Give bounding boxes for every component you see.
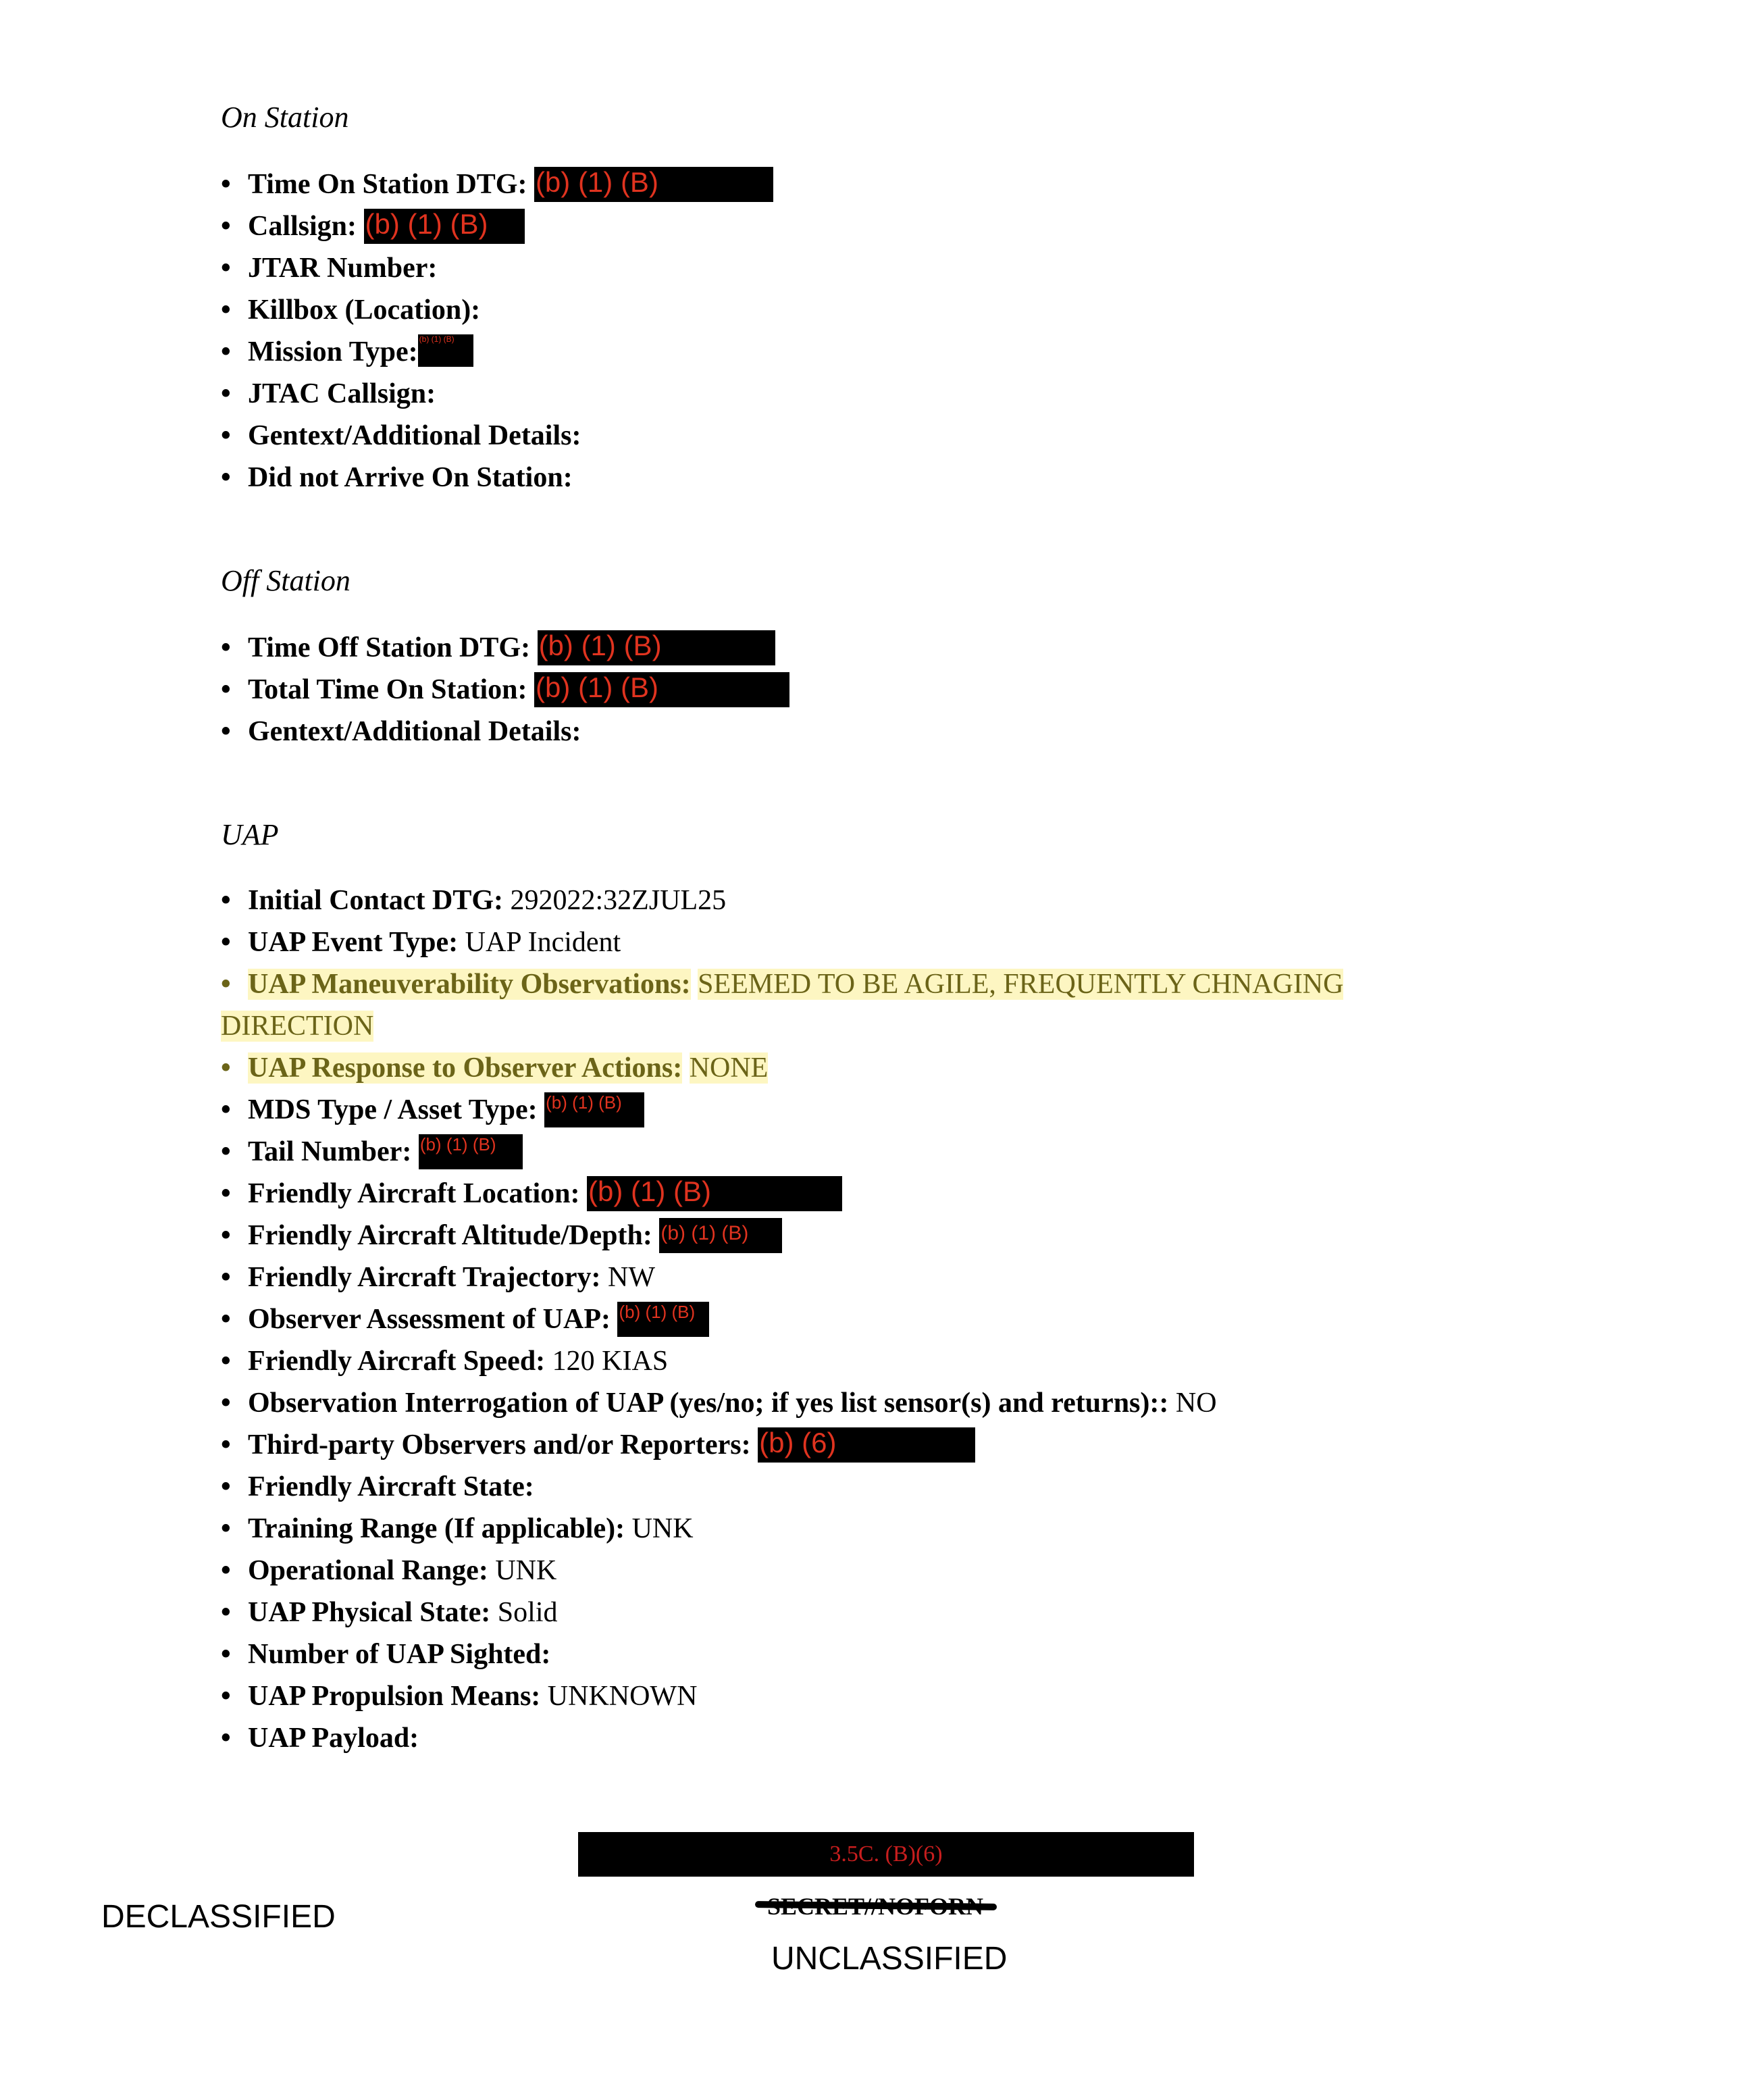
field-label: UAP Propulsion Means: bbox=[248, 1681, 541, 1712]
redaction-box: (b) (1) (B) bbox=[587, 1176, 842, 1211]
list-item bbox=[221, 415, 773, 457]
list-item bbox=[221, 1717, 1463, 1759]
field-value: SEEMED TO BE AGILE, FREQUENTLY CHNAGING bbox=[698, 969, 1344, 1000]
field-label: Gentext/Additional Details: bbox=[248, 420, 581, 451]
uap-list bbox=[221, 880, 1463, 1759]
field-label: Time On Station DTG: bbox=[248, 169, 527, 200]
list-item bbox=[221, 205, 773, 247]
redaction-box: (b) (1) (B) bbox=[418, 334, 473, 367]
field-value: NO bbox=[1175, 1388, 1217, 1419]
list-item bbox=[221, 1592, 1463, 1633]
list-item bbox=[221, 1633, 1463, 1675]
field-label: UAP Response to Observer Actions: bbox=[248, 1052, 683, 1084]
list-item bbox=[221, 1466, 1463, 1508]
list-item bbox=[221, 880, 1463, 921]
field-value: UNKNOWN bbox=[547, 1681, 698, 1712]
field-label: Friendly Aircraft State: bbox=[248, 1471, 534, 1502]
list-item bbox=[221, 1256, 1463, 1298]
field-label: Friendly Aircraft Altitude/Depth: bbox=[248, 1220, 652, 1251]
field-label: JTAC Callsign: bbox=[248, 378, 436, 409]
field-label: JTAR Number: bbox=[248, 253, 438, 284]
field-label: Observer Assessment of UAP: bbox=[248, 1304, 611, 1335]
list-item bbox=[221, 1131, 1463, 1173]
field-label: Mission Type: bbox=[248, 336, 418, 367]
list-item bbox=[221, 1675, 1463, 1717]
list-item bbox=[221, 669, 789, 711]
field-value: UAP Incident bbox=[465, 927, 621, 958]
list-item bbox=[221, 1550, 1463, 1592]
field-label: UAP Event Type: bbox=[248, 927, 459, 958]
field-label: Third-party Observers and/or Reporters: bbox=[248, 1429, 751, 1461]
field-value: 120 KIAS bbox=[552, 1346, 669, 1377]
field-label: Gentext/Additional Details: bbox=[248, 716, 581, 747]
redaction-box: (b) (1) (B) bbox=[544, 1092, 644, 1127]
field-value: UNK bbox=[631, 1513, 694, 1544]
field-value: UNK bbox=[495, 1555, 557, 1586]
field-value-continued: DIRECTION bbox=[221, 1011, 374, 1042]
list-item bbox=[221, 627, 789, 669]
list-item bbox=[221, 457, 773, 499]
field-label: Friendly Aircraft Speed: bbox=[248, 1346, 546, 1377]
list-item-highlighted bbox=[221, 963, 1463, 1047]
list-item bbox=[221, 1508, 1463, 1550]
section-title-on-station: On Station bbox=[221, 101, 349, 134]
field-label: Tail Number: bbox=[248, 1136, 412, 1167]
declassified-stamp: DECLASSIFIED bbox=[101, 1899, 336, 1935]
list-item bbox=[221, 373, 773, 415]
field-label: Friendly Aircraft Trajectory: bbox=[248, 1262, 601, 1293]
classification-marking: UNCLASSIFIED bbox=[771, 1941, 1008, 1977]
redaction-box: (b) (1) (B) bbox=[617, 1302, 709, 1337]
off-station-list bbox=[221, 627, 789, 753]
list-item bbox=[221, 711, 789, 753]
redaction-box: (b) (1) (B) bbox=[534, 167, 773, 202]
section-title-off-station: Off Station bbox=[221, 564, 351, 597]
redaction-box: (b) (1) (B) bbox=[534, 672, 789, 707]
field-label: UAP Maneuverability Observations: bbox=[248, 969, 691, 1000]
field-label: Operational Range: bbox=[248, 1555, 488, 1586]
redaction-box: (b) (1) (B) bbox=[419, 1134, 523, 1169]
field-label: UAP Physical State: bbox=[248, 1597, 491, 1628]
section-title-uap: UAP bbox=[221, 818, 279, 851]
field-label: MDS Type / Asset Type: bbox=[248, 1094, 538, 1125]
field-value: Solid bbox=[497, 1597, 558, 1628]
redaction-box: (b) (1) (B) bbox=[659, 1218, 782, 1253]
field-label: Total Time On Station: bbox=[248, 674, 527, 705]
list-item bbox=[221, 331, 773, 373]
field-value: 292022:32ZJUL25 bbox=[510, 885, 727, 916]
list-item bbox=[221, 1173, 1463, 1215]
field-label: Did not Arrive On Station: bbox=[248, 462, 573, 493]
list-item bbox=[221, 1089, 1463, 1131]
field-label: Time Off Station DTG: bbox=[248, 632, 531, 663]
field-label: Friendly Aircraft Location: bbox=[248, 1178, 580, 1209]
field-value: NONE bbox=[689, 1052, 769, 1084]
list-item bbox=[221, 1424, 1463, 1466]
list-item bbox=[221, 247, 773, 289]
list-item bbox=[221, 1340, 1463, 1382]
redaction-box: (b) (1) (B) bbox=[538, 630, 775, 665]
list-item bbox=[221, 289, 773, 331]
redaction-box: (b) (6) bbox=[758, 1427, 975, 1463]
list-item bbox=[221, 921, 1463, 963]
field-label: Observation Interrogation of UAP (yes/no; if yes list sensor(s) and returns):: bbox=[248, 1388, 1169, 1419]
list-item bbox=[221, 1215, 1463, 1256]
list-item bbox=[221, 1382, 1463, 1424]
list-item bbox=[221, 1298, 1463, 1340]
field-label: Number of UAP Sighted: bbox=[248, 1639, 551, 1670]
list-item bbox=[221, 163, 773, 205]
footer-redaction-box: 3.5C. (B)(6) bbox=[578, 1832, 1194, 1877]
field-label: UAP Payload: bbox=[248, 1723, 419, 1754]
field-value: NW bbox=[607, 1262, 655, 1293]
list-item-highlighted bbox=[221, 1047, 1463, 1089]
on-station-list bbox=[221, 163, 773, 499]
field-label: Initial Contact DTG: bbox=[248, 885, 503, 916]
redaction-box: (b) (1) (B) bbox=[364, 209, 525, 244]
field-label: Killbox (Location): bbox=[248, 295, 481, 326]
field-label: Callsign: bbox=[248, 211, 357, 242]
field-label: Training Range (If applicable): bbox=[248, 1513, 625, 1544]
